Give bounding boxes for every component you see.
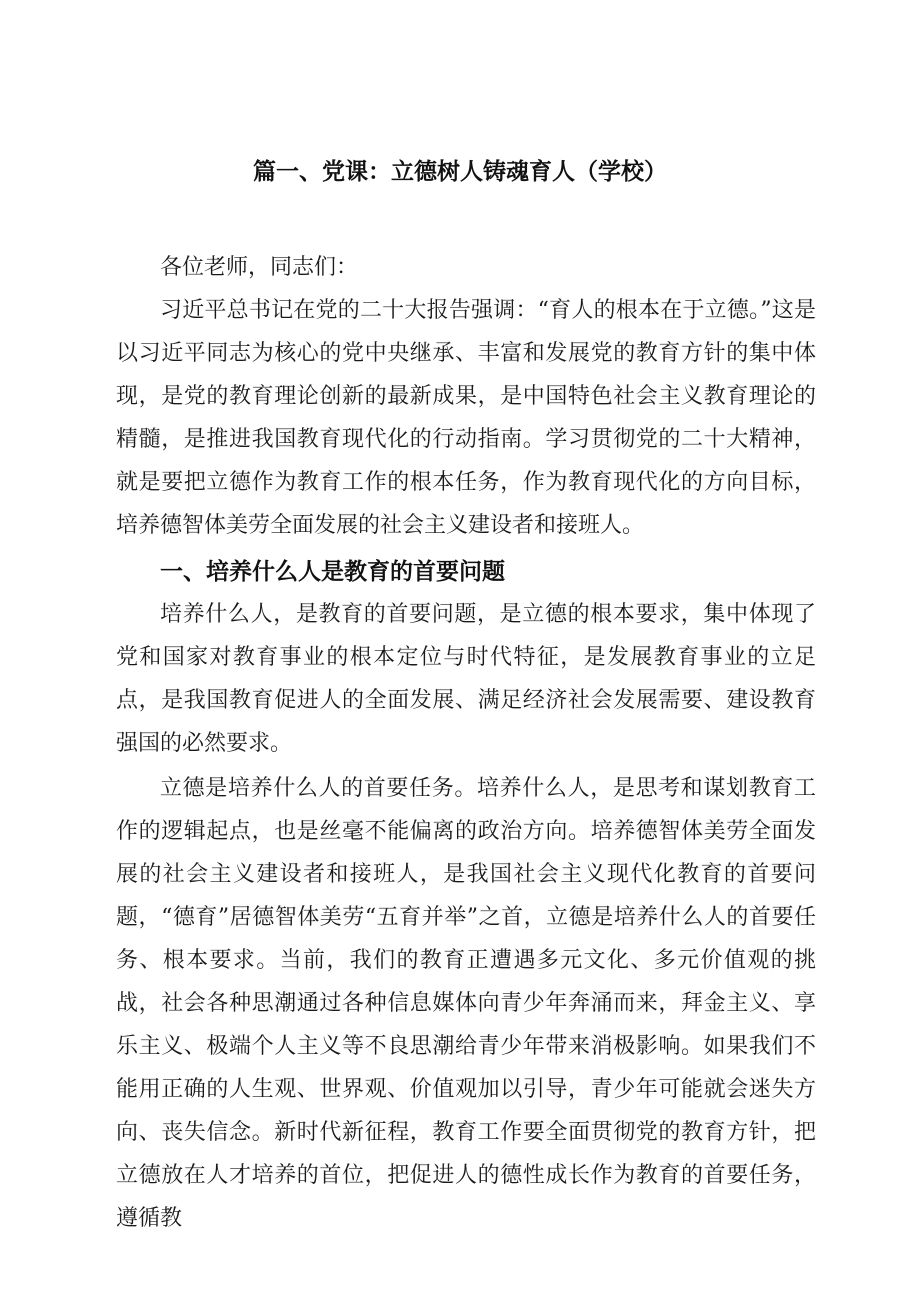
paragraph-3 xyxy=(116,767,816,1240)
paragraph-2 xyxy=(116,593,816,765)
greeting-text: 各位老师，同志们： xyxy=(160,255,359,280)
paragraph-1-text: 习近平总书记在党的二十大报告强调：“育人的根本在于立德。”这是以习近平同志为核心的党中央继承、丰富和发展党的教育方针的集中体现，是党的教育理论创新的最新成果，是中国特色社会主义教育理论的精髓，是推进我国教育现代化的行动指南。学习贯彻党的二十大精神，就是要把立德作为教育工作的根本任务，作为教育现代化的方向目标，培养德智体美劳全面发展的社会主义建设者和接班人。 xyxy=(116,298,816,538)
greeting-line xyxy=(116,246,816,289)
paragraph-2-text: 培养什么人，是教育的首要问题，是立德的根本要求，集中体现了党和国家对教育事业的根本定位与时代特征，是发展教育事业的立足点，是我国教育促进人的全面发展、满足经济社会发展需要、建设教育强国的必然要求。 xyxy=(116,602,816,756)
paragraph-1 xyxy=(116,289,816,547)
paragraph-3-text: 立德是培养什么人的首要任务。培养什么人，是思考和谋划教育工作的逻辑起点，也是丝毫不能偏离的政治方向。培养德智体美劳全面发展的社会主义建设者和接班人，是我国社会主义现代化教育的首要问题，“德育”居德智体美劳“五育并举”之首，立德是培养什么人的首要任务、根本要求。当前，我们的教育正遭遇多元文化、多元价值观的挑战，社会各种思潮通过各种信息媒体向青少年奔涌而来，拜金主义、享乐主义、极端个人主义等不良思潮给青少年带来消极影响。如果我们不能用正确的人生观、世界观、价值观加以引导，青少年可能就会迷失方向、丧失信念。新时代新征程，教育工作要全面贯彻党的教育方针，把立德放在人才培养的首位，把促进人的德性成长作为教育的首要任务，遵循教 xyxy=(116,776,816,1231)
section-1-heading: 一、培养什么人是教育的首要问题 xyxy=(160,559,505,585)
document-title: 篇一、党课：立德树人铸魂育人（学校） xyxy=(253,159,667,185)
